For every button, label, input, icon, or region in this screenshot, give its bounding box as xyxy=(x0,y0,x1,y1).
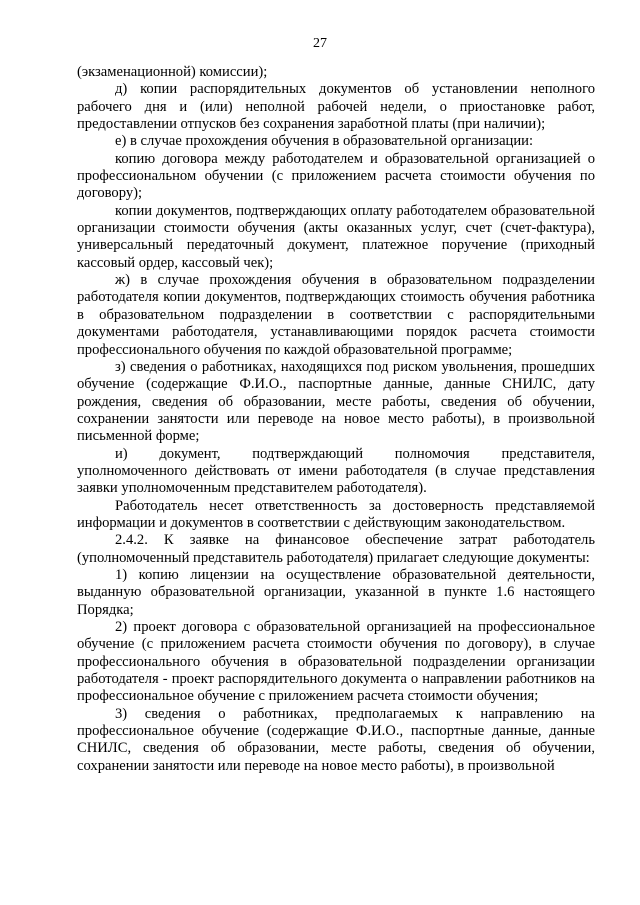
paragraph-contract-copy: копию договора между работодателем и образовательной организацией о профессиональном обучении (с приложением расчета стоимости обучения по договору); xyxy=(77,150,595,202)
paragraph-employer-responsibility: Работодатель несет ответственность за достоверность представляемой информации и документов в соответствии с действующим законодательством. xyxy=(77,497,595,531)
paragraph-item-zh: ж) в случае прохождения обучения в образовательном подразделении работодателя копии документов, подтверждающих стоимость обучения работника в образовательном подразделении в соответствии с распорядительными документами работодателя, устанавливающими порядок расчета стоимости профессионального обучения по каждой образовательной программе; xyxy=(77,272,595,358)
paragraph-section-2-4-2: 2.4.2. К заявке на финансовое обеспечение затрат работодатель (уполномоченный представитель работодателя) прилагает следующие документы: xyxy=(77,532,595,566)
paragraph-payment-documents: копии документов, подтверждающих оплату работодателем образовательной организации стоимости обучения (акты оказанных услуг, счет (счет-фактура), универсальный передаточный документ, платежное поручение (приходный кассовый ордер, кассовый чек); xyxy=(77,202,595,271)
paragraph-item-z: з) сведения о работниках, находящихся под риском увольнения, прошедших обучение (содержащие Ф.И.О., паспортные данные, данные СНИЛС, дату рождения, сведения об образовании, месте работы, сведения об обучении, сохранении занятости или переводе на новое место работы), в произвольной письменной форме; xyxy=(77,358,595,445)
document-body xyxy=(77,64,595,775)
paragraph-item-i: и) документ, подтверждающий полномочия представителя, уполномоченного действовать от имени работодателя (в случае представления заявки уполномоченным представителем работодателя). xyxy=(77,445,595,497)
paragraph-list-item-2: 2) проект договора с образовательной организацией на профессиональное обучение (с приложением расчета стоимости обучения по договору), в случае профессионального обучения в образовательной подразделении организации работодателя - проект распорядительного документа о направлении работников на профессиональное обучение с приложением расчета стоимости обучения; xyxy=(77,619,595,705)
paragraph-item-e: е) в случае прохождения обучения в образовательной организации: xyxy=(115,133,534,150)
paragraph-item-d: д) копии распорядительных документов об установлении неполного рабочего дня и (или) неполной рабочей недели, о приостановке работ, предоставлении отпусков без сохранения заработной платы (при наличии); xyxy=(77,81,595,133)
paragraph-commission-end: (экзаменационной) комиссии); xyxy=(77,64,268,80)
paragraph-list-item-3: 3) сведения о работниках, предполагаемых к направлению на профессиональное обучение (содержащие Ф.И.О., паспортные данные, данные СНИЛС, сведения об образовании, месте работы, сведения об обучении, сохранении занятости или переводе на новое место работы), в произвольной xyxy=(77,705,595,774)
page-number: 27 xyxy=(313,36,327,51)
paragraph-list-item-1: 1) копию лицензии на осуществление образовательной деятельности, выданную образовательной организации, указанной в пункте 1.6 настоящего Порядка; xyxy=(77,566,595,618)
